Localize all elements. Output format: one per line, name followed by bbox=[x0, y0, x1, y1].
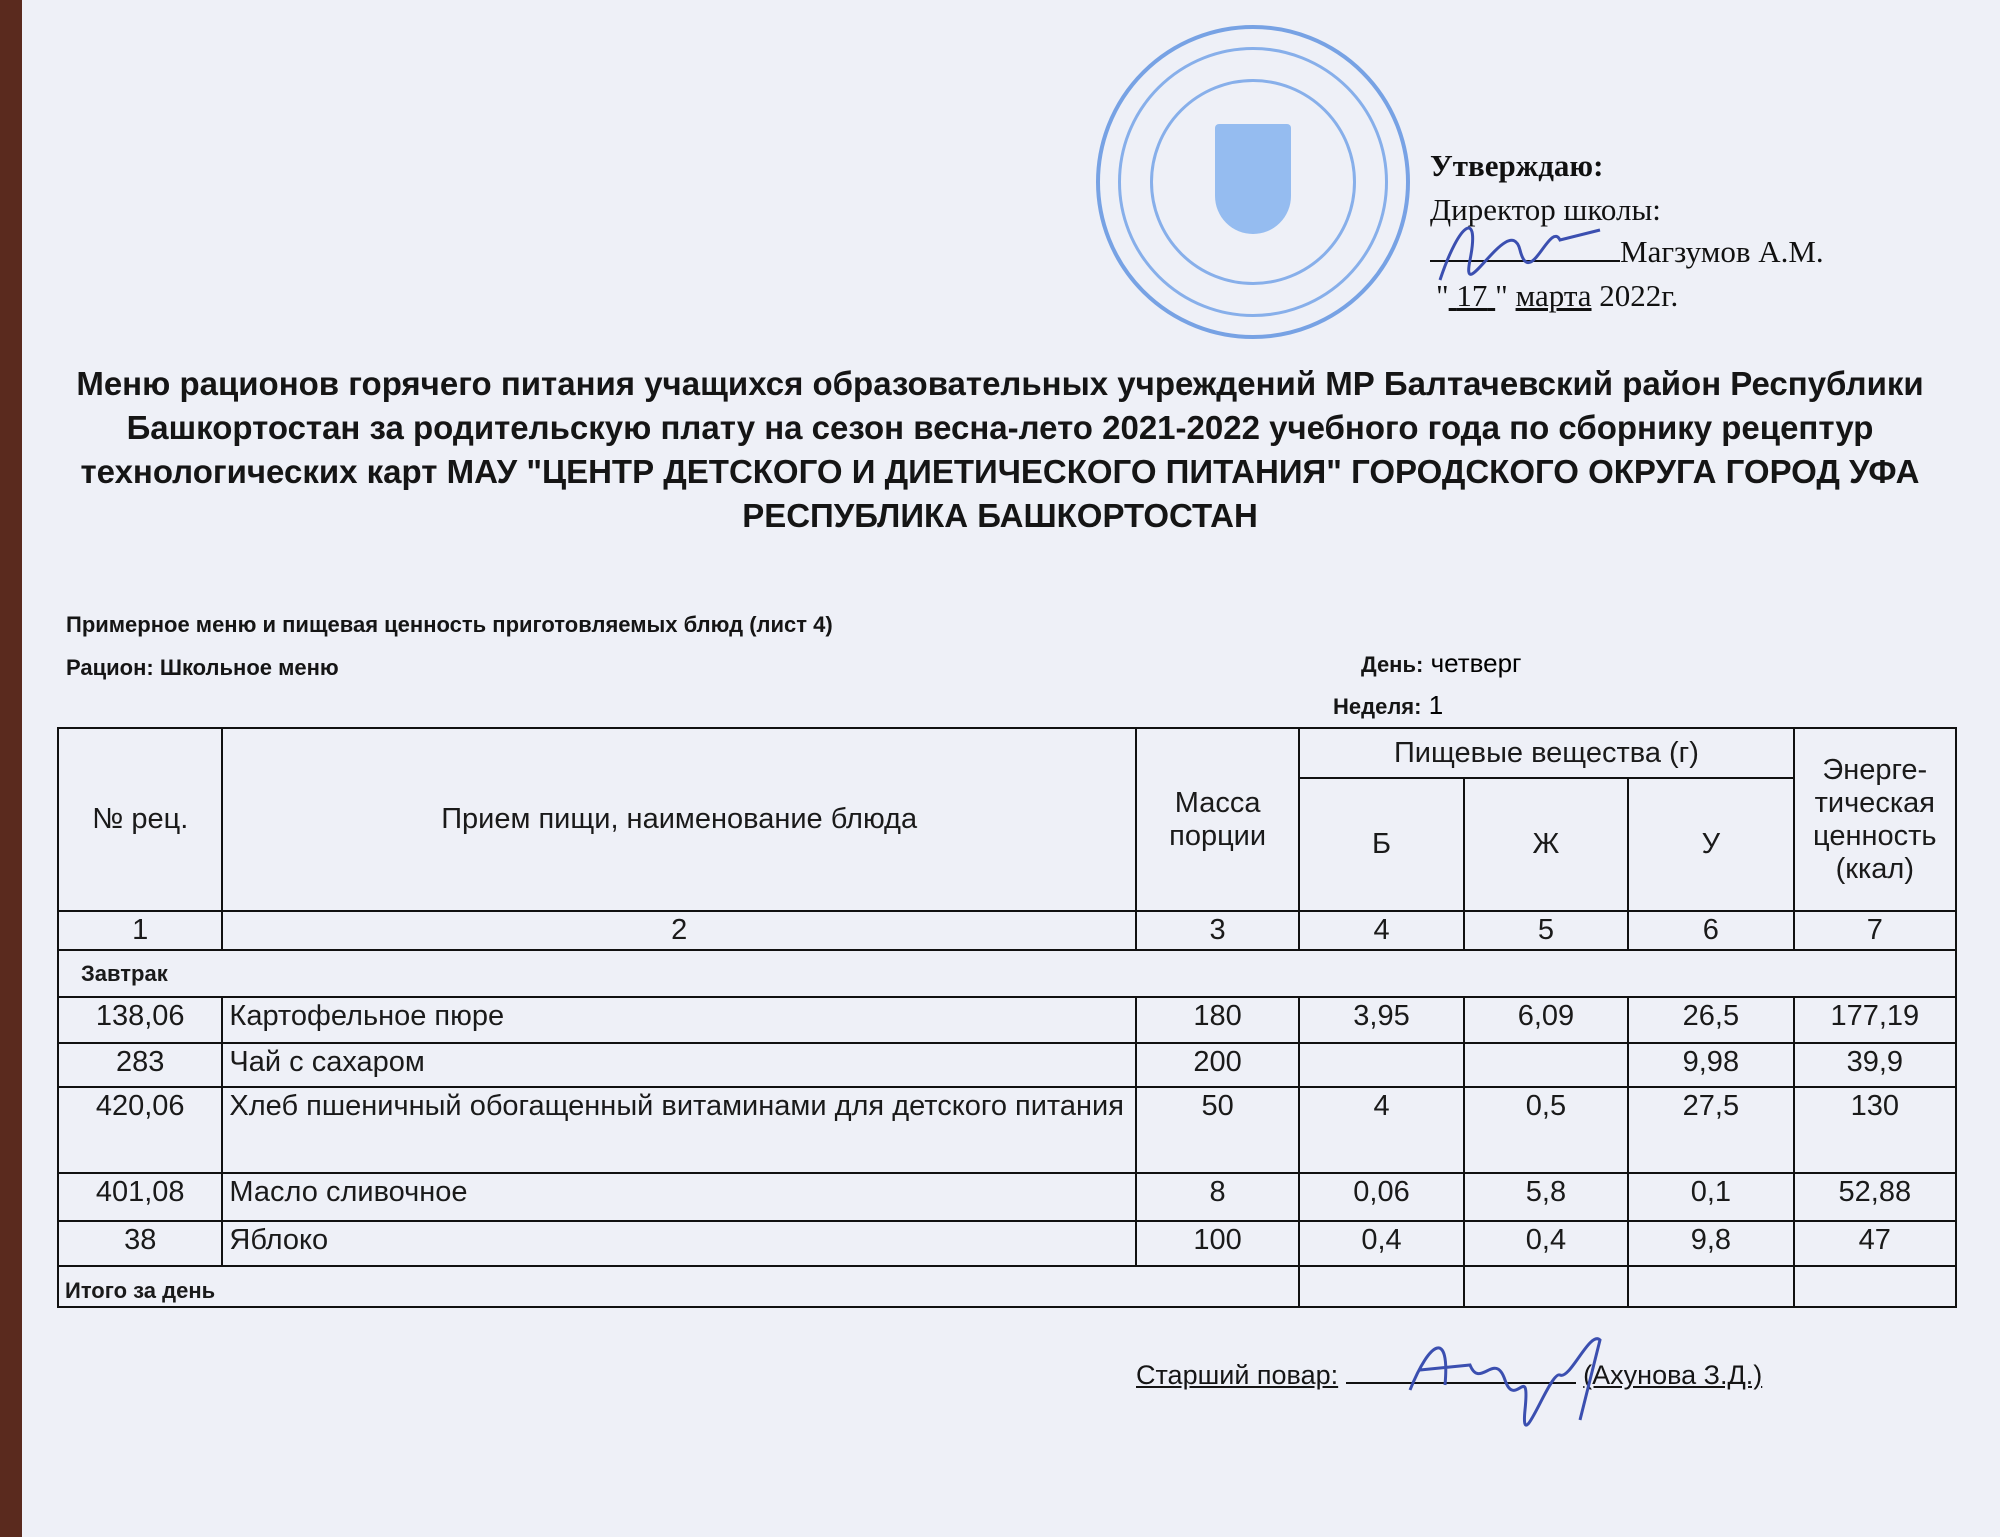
header-nutrients: Пищевые вещества (г) bbox=[1299, 728, 1793, 778]
header-row bbox=[58, 728, 1956, 778]
date-month: марта bbox=[1515, 278, 1592, 313]
col-number: 7 bbox=[1794, 911, 1956, 950]
official-stamp bbox=[1096, 25, 1410, 339]
header-energy: Энерге-тическая ценность (ккал) bbox=[1794, 728, 1956, 911]
kcal-cell: 52,88 bbox=[1794, 1173, 1956, 1221]
table-row bbox=[58, 997, 1956, 1043]
cook-name: (Ахунова З.Д.) bbox=[1583, 1360, 1763, 1390]
day-info bbox=[1361, 648, 1522, 679]
b-cell: 4 bbox=[1299, 1087, 1463, 1173]
mass-cell: 100 bbox=[1136, 1221, 1299, 1266]
day-label: День: bbox=[1361, 652, 1424, 677]
total-b bbox=[1299, 1266, 1463, 1307]
rec-cell: 401,08 bbox=[58, 1173, 222, 1221]
table-row bbox=[58, 1221, 1956, 1266]
total-label: Итого за день bbox=[58, 1266, 1299, 1307]
u-cell: 9,98 bbox=[1628, 1043, 1793, 1087]
u-cell: 27,5 bbox=[1628, 1087, 1793, 1173]
zh-cell: 5,8 bbox=[1464, 1173, 1628, 1221]
rec-cell: 138,06 bbox=[58, 997, 222, 1043]
mass-cell: 8 bbox=[1136, 1173, 1299, 1221]
b-cell bbox=[1299, 1043, 1463, 1087]
kcal-cell: 130 bbox=[1794, 1087, 1956, 1173]
u-cell: 0,1 bbox=[1628, 1173, 1793, 1221]
rec-cell: 283 bbox=[58, 1043, 222, 1087]
approval-date: " 17 " марта 2022г. bbox=[1436, 278, 1679, 313]
zh-cell bbox=[1464, 1043, 1628, 1087]
mass-cell: 200 bbox=[1136, 1043, 1299, 1087]
week-info bbox=[1333, 690, 1443, 721]
date-year: 2022г. bbox=[1599, 278, 1679, 313]
col-number: 4 bbox=[1299, 911, 1463, 950]
kcal-cell: 177,19 bbox=[1794, 997, 1956, 1043]
total-row bbox=[58, 1266, 1956, 1307]
section-breakfast: Завтрак bbox=[58, 950, 1956, 997]
zh-cell: 6,09 bbox=[1464, 997, 1628, 1043]
table-row bbox=[58, 1087, 1956, 1173]
zh-cell: 0,4 bbox=[1464, 1221, 1628, 1266]
u-cell: 26,5 bbox=[1628, 997, 1793, 1043]
column-numbers-row bbox=[58, 911, 1956, 950]
header-rec: № рец. bbox=[58, 728, 222, 911]
col-number: 3 bbox=[1136, 911, 1299, 950]
header-u: У bbox=[1628, 778, 1793, 911]
rec-cell: 38 bbox=[58, 1221, 222, 1266]
zh-cell: 0,5 bbox=[1464, 1087, 1628, 1173]
kcal-cell: 47 bbox=[1794, 1221, 1956, 1266]
dish-cell: Яблоко bbox=[222, 1221, 1135, 1266]
cook-signature bbox=[1400, 1310, 1630, 1440]
b-cell: 3,95 bbox=[1299, 997, 1463, 1043]
header-b: Б bbox=[1299, 778, 1463, 911]
cook-label: Старший повар: bbox=[1136, 1360, 1339, 1390]
mass-cell: 180 bbox=[1136, 997, 1299, 1043]
approval-position: Директор школы: bbox=[1430, 192, 1661, 227]
ration-label: Рацион: Школьное меню bbox=[66, 655, 339, 680]
dish-cell: Картофельное пюре bbox=[222, 997, 1135, 1043]
total-kcal bbox=[1794, 1266, 1956, 1307]
menu-table bbox=[57, 727, 1957, 1308]
date-day: 17 bbox=[1456, 278, 1488, 313]
b-cell: 0,4 bbox=[1299, 1221, 1463, 1266]
table-row bbox=[58, 1173, 1956, 1221]
total-zh bbox=[1464, 1266, 1628, 1307]
header-dish: Прием пищи, наименование блюда bbox=[222, 728, 1135, 911]
document-title: Меню рационов горячего питания учащихся образовательных учреждений МР Балтачевский район Республики Башкортостан за родительскую плату на сезон весна-лето 2021-2022 учебного года по сборнику рецептур технологических карт МАУ "ЦЕНТР ДЕТСКОГО И ДИЕТИЧЕСКОГО ПИТАНИЯ" ГОРОДСКОГО ОКРУГА ГОРОД УФА РЕСПУБЛИКА БАШКОРТОСТАН bbox=[76, 365, 1924, 534]
kcal-cell: 39,9 bbox=[1794, 1043, 1956, 1087]
col-number: 5 bbox=[1464, 911, 1628, 950]
header-mass: Масса порции bbox=[1136, 728, 1299, 911]
rec-cell: 420,06 bbox=[58, 1087, 222, 1173]
u-cell: 9,8 bbox=[1628, 1221, 1793, 1266]
col-number: 2 bbox=[222, 911, 1135, 950]
col-number: 6 bbox=[1628, 911, 1793, 950]
director-signature bbox=[1420, 200, 1620, 290]
day-value: четверг bbox=[1430, 648, 1522, 678]
dish-cell: Чай с сахаром bbox=[222, 1043, 1135, 1087]
header-zh: Ж bbox=[1464, 778, 1628, 911]
subtitle: Примерное меню и пищевая ценность приготовляемых блюд (лист 4) bbox=[66, 612, 833, 637]
approval-heading: Утверждаю: bbox=[1430, 148, 1604, 183]
dish-cell: Хлеб пшеничный обогащенный витаминами для детского питания bbox=[222, 1087, 1135, 1173]
mass-cell: 50 bbox=[1136, 1087, 1299, 1173]
coat-of-arms-icon bbox=[1215, 124, 1291, 234]
director-name: Магзумов А.М. bbox=[1620, 234, 1824, 269]
week-value: 1 bbox=[1428, 690, 1444, 720]
b-cell: 0,06 bbox=[1299, 1173, 1463, 1221]
table-row bbox=[58, 1043, 1956, 1087]
total-u bbox=[1628, 1266, 1793, 1307]
dish-cell: Масло сливочное bbox=[222, 1173, 1135, 1221]
week-label: Неделя: bbox=[1333, 694, 1422, 719]
col-number: 1 bbox=[58, 911, 222, 950]
